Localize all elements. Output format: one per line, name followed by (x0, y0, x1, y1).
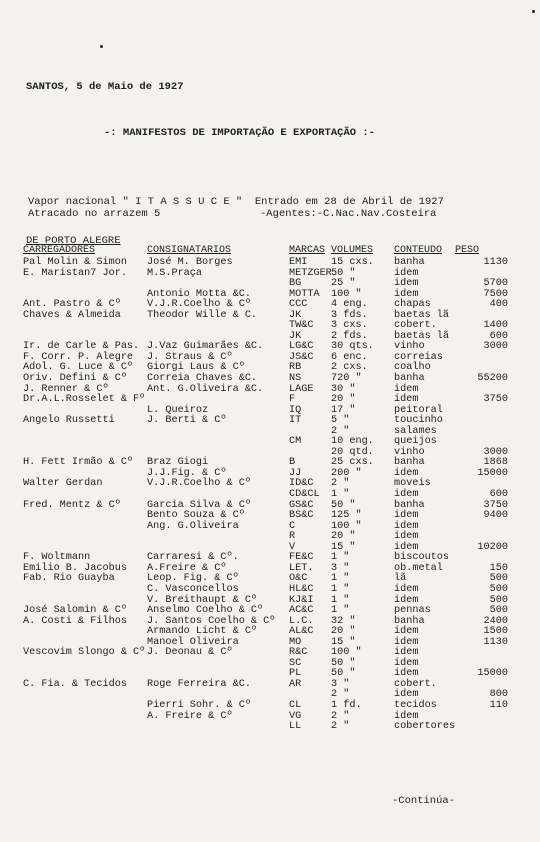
cell-marca: AL&C (289, 626, 314, 638)
cell-conteudo: idem (394, 383, 419, 395)
cell-consignatario: L. Queiroz (147, 404, 209, 416)
cell-volume: 20 " (331, 394, 356, 406)
cell-carregador: Pal Molin & Simon (23, 257, 127, 268)
cell-peso: 500 (489, 605, 508, 617)
table-row (0, 606, 540, 617)
cell-marca: IQ (289, 404, 302, 416)
continua-note: -Continúa- (392, 795, 456, 807)
cell-conteudo: lã (394, 573, 407, 585)
cell-volume: 50 " (331, 499, 356, 511)
table-row (0, 321, 540, 332)
cell-marca: NS (289, 373, 302, 385)
cell-conteudo: idem (394, 626, 419, 638)
cell-consignatario: José M. Borges (147, 257, 233, 268)
cell-conteudo: idem (394, 510, 419, 522)
table-row (0, 395, 540, 406)
cell-conteudo: idem (394, 467, 419, 479)
cell-conteudo: idem (394, 657, 419, 669)
cell-consignatario: Antonio Motta &C. (147, 288, 251, 300)
cell-volume: 6 enc. (331, 351, 368, 363)
table-row (0, 258, 540, 269)
cell-conteudo: banha (394, 257, 425, 268)
cell-marca: RB (289, 362, 302, 374)
cell-peso: 500 (489, 583, 508, 595)
cell-carregador: Angelo Russetti (23, 415, 115, 427)
cell-consignatario: Carraresi & Cº. (147, 552, 239, 564)
cell-conteudo: banha (394, 457, 425, 469)
cell-volume: 720 " (331, 373, 362, 385)
table-row (0, 532, 540, 543)
cell-consignatario: Ang. G.Oliveira (147, 520, 239, 532)
cell-peso: 500 (489, 573, 508, 585)
cell-marca: JK (289, 330, 302, 342)
cell-marca: O&C (289, 573, 308, 585)
table-row (0, 690, 540, 701)
cell-conteudo: idem (394, 520, 419, 532)
cell-volume: 25 cxs. (331, 457, 374, 469)
cell-peso: 1500 (483, 626, 508, 638)
cell-marca: KJ&I (289, 594, 314, 606)
cell-marca: TW&C (289, 320, 314, 332)
cell-marca: B (289, 457, 296, 469)
cell-peso: 15000 (477, 467, 508, 479)
cell-conteudo: idem (394, 594, 419, 606)
cell-consignatario: M.S.Praça (147, 267, 203, 279)
cell-carregador: Emilio B. Jacobus (23, 562, 127, 574)
col-consignatarios: CONSIGNATARIOS (147, 245, 232, 256)
cell-volume: 2 " (331, 425, 350, 437)
cell-marca: GS&C (289, 499, 314, 511)
cell-consignatario: V. Breithaupt & Cº (147, 594, 258, 606)
cell-marca: LAGE (289, 383, 314, 395)
col-marcas: MARCAS (289, 245, 326, 256)
cell-peso: 800 (489, 689, 508, 701)
cell-marca: LET. (289, 562, 314, 574)
cell-conteudo: vinho (394, 341, 425, 353)
cell-consignatario: Giorgi Laus & Cº (147, 362, 245, 374)
cell-volume: 2 " (331, 710, 350, 722)
cell-conteudo: cobert. (394, 678, 437, 690)
cell-peso: 55200 (477, 373, 508, 385)
cell-consignatario: J. Deonau & Cº (147, 647, 233, 659)
cell-carregador: Chaves & Almeida (23, 309, 121, 321)
cell-conteudo: toucinho (394, 415, 443, 427)
table-row (0, 701, 540, 712)
cell-volume: 1 " (331, 605, 350, 617)
cell-carregador: Ant. Pastro & Cº (23, 299, 121, 311)
cell-volume: 15 cxs. (331, 257, 374, 268)
cell-conteudo: moveis (394, 478, 431, 490)
table-row (0, 627, 540, 638)
cell-conteudo: idem (394, 541, 419, 553)
cell-volume: 15 " (331, 636, 356, 648)
cell-conteudo: cobertores (394, 721, 456, 733)
cell-conteudo: biscoutos (394, 552, 450, 564)
cell-conteudo: idem (394, 489, 419, 501)
document-title: -: MANIFESTOS DE IMPORTAÇÃO E EXPORTAÇÃO :- (104, 127, 375, 139)
cell-volume: 15 " (331, 541, 356, 553)
cell-consignatario: A. Freire & Cº (147, 710, 233, 722)
cell-marca: LL (289, 721, 302, 733)
cell-conteudo: baetas lã (394, 309, 450, 321)
cell-peso: 1130 (483, 636, 508, 648)
cell-marca: BS&C (289, 510, 314, 522)
cell-consignatario: J.Vaz Guimarães &C. (147, 341, 264, 353)
cell-conteudo: banha (394, 373, 425, 385)
col-carregadores: CARREGADORES (23, 245, 96, 256)
cell-volume: 25 " (331, 278, 356, 290)
cell-marca: L.C. (289, 615, 314, 627)
cell-carregador: H. Fett Irmão & Cº (23, 457, 134, 469)
agents-line: -Agentes:-C.Nac.Nav.Costeira (260, 208, 437, 220)
cell-marca: JJ (289, 467, 302, 479)
cell-carregador: Adol. G. Luce & Cº (23, 362, 134, 374)
cell-volume: 20 qtd. (331, 446, 374, 458)
vessel-line: Vapor nacional " I T A S S U C E " Entrado em 28 de Abril de 1927 (28, 196, 444, 208)
ink-dot (532, 10, 535, 13)
cell-marca: R (289, 531, 296, 543)
cell-volume: 2 " (331, 721, 350, 733)
cell-consignatario: Anselmo Coelho & Cº (147, 605, 264, 617)
cell-volume: 100 " (331, 520, 362, 532)
cell-volume: 2 " (331, 478, 350, 490)
table-row (0, 511, 540, 522)
cell-conteudo: idem (394, 278, 419, 290)
cell-consignatario: C. Vasconcellos (147, 583, 239, 595)
cell-consignatario: V.J.R.Coelho & Cº (147, 299, 251, 311)
cell-volume: 50 " (331, 668, 356, 680)
col-volumes: VOLUMES (331, 245, 374, 256)
cell-conteudo: chapas (394, 299, 431, 311)
cell-consignatario: A.Freire & Cº (147, 562, 227, 574)
cell-marca: FE&C (289, 552, 314, 564)
cell-marca: F (289, 394, 296, 406)
cell-conteudo: peitoral (394, 404, 443, 416)
cell-volume: 10 eng. (331, 436, 374, 448)
cell-volume: 125 " (331, 510, 362, 522)
cell-marca: CCC (289, 299, 308, 311)
cell-consignatario: Armando Licht & Cº (147, 626, 258, 638)
cell-marca: PL (289, 668, 302, 680)
cell-consignatario: Braz Giogi (147, 457, 209, 469)
cell-conteudo: banha (394, 499, 425, 511)
cell-conteudo: coalho (394, 362, 431, 374)
cell-volume: 2 fds. (331, 330, 368, 342)
cell-marca: CM (289, 436, 302, 448)
cell-conteudo: ob.metal (394, 562, 443, 574)
cell-carregador: José Salomin & Cº (23, 605, 127, 617)
cell-carregador: C. Fia. & Tecidos (23, 678, 127, 690)
manifest-table (0, 258, 540, 733)
cell-consignatario: Manoel Oliveira (147, 636, 239, 648)
cell-conteudo: idem (394, 531, 419, 543)
cell-marca: AR (289, 678, 302, 690)
cell-peso: 600 (489, 330, 508, 342)
table-row (0, 279, 540, 290)
cell-marca: BG (289, 278, 302, 290)
docked-line: Atracado no arrazem 5 (28, 208, 161, 220)
cell-marca: IT (289, 415, 302, 427)
cell-marca: MOTTA (289, 288, 320, 300)
cell-volume: 50 " (331, 657, 356, 669)
cell-peso: 400 (489, 299, 508, 311)
cell-volume: 200 " (331, 467, 362, 479)
cell-marca: METZGER (289, 267, 332, 279)
cell-consignatario: J. Straus & Cº (147, 351, 233, 363)
cell-volume: 1 " (331, 489, 350, 501)
col-peso: PESO (455, 245, 480, 256)
cell-volume: 5 " (331, 415, 350, 427)
cell-marca: CD&CL (289, 489, 320, 501)
cell-carregador: Oriv. Defini & Cº (23, 373, 127, 385)
table-row (0, 458, 540, 469)
cell-consignatario: J.J.Fig. & Cº (147, 467, 227, 479)
cell-conteudo: correias (394, 351, 443, 363)
cell-volume: 4 eng. (331, 299, 368, 311)
cell-carregador: F. Corr. P. Alegre (23, 351, 134, 363)
cell-volume: 1 " (331, 552, 350, 564)
cell-conteudo: banha (394, 615, 425, 627)
table-row (0, 522, 540, 533)
cell-volume: 3 fds. (331, 309, 368, 321)
cell-consignatario: J. Santos Coelho & Cº (147, 615, 276, 627)
cell-peso: 5700 (483, 278, 508, 290)
cell-peso: 500 (489, 594, 508, 606)
cell-carregador: Ir. de Carle & Pas. (23, 341, 140, 353)
cell-conteudo: tecidos (394, 699, 437, 711)
cell-peso: 600 (489, 489, 508, 501)
cell-carregador: Walter Gerdan (23, 478, 103, 490)
cell-peso: 3000 (483, 341, 508, 353)
column-headers (0, 246, 540, 257)
cell-volume: 1 " (331, 594, 350, 606)
cell-conteudo: idem (394, 583, 419, 595)
cell-volume: 30 " (331, 383, 356, 395)
cell-conteudo: idem (394, 636, 419, 648)
cell-marca: VG (289, 710, 302, 722)
cell-volume: 17 " (331, 404, 356, 416)
cell-carregador: J. Renner & Cº (23, 383, 109, 395)
cell-peso: 150 (489, 562, 508, 574)
cell-marca: MO (289, 636, 302, 648)
cell-carregador: Vescovim Slongo & Cº (23, 647, 146, 659)
table-row (0, 311, 540, 322)
cell-peso: 9400 (483, 510, 508, 522)
cell-conteudo: idem (394, 689, 419, 701)
cell-volume: 2 cxs. (331, 362, 368, 374)
table-row (0, 722, 540, 733)
cell-peso: 3750 (483, 499, 508, 511)
cell-carregador: E. Maristan7 Jor. (23, 267, 127, 279)
origin-heading: DE PORTO ALEGRE (26, 235, 121, 247)
cell-peso: 1400 (483, 320, 508, 332)
cell-volume: 20 " (331, 531, 356, 543)
cell-carregador: F. Woltmann (23, 552, 91, 564)
cell-consignatario: Garcia Silva & Cº (147, 499, 251, 511)
cell-carregador: A. Costi & Filhos (23, 615, 127, 627)
table-row (0, 659, 540, 670)
col-conteudo: CONTEUDO (394, 245, 443, 256)
cell-conteudo: baetas lã (394, 330, 450, 342)
table-row (0, 712, 540, 723)
table-row (0, 437, 540, 448)
table-row (0, 574, 540, 585)
cell-marca: CL (289, 699, 302, 711)
cell-marca: R&C (289, 647, 308, 659)
cell-conteudo: idem (394, 710, 419, 722)
cell-volume: 100 " (331, 288, 362, 300)
cell-peso: 3750 (483, 394, 508, 406)
cell-volume: 3 cxs. (331, 320, 368, 332)
cell-volume: 2 " (331, 689, 350, 701)
cell-carregador: Fab. Rio Guayba (23, 573, 115, 585)
cell-consignatario: Correia Chaves &C. (147, 373, 258, 385)
table-row (0, 374, 540, 385)
cell-peso: 15000 (477, 668, 508, 680)
cell-volume: 1 fd. (331, 699, 362, 711)
cell-consignatario: Leop. Fig. & Cº (147, 573, 239, 585)
cell-volume: 1 " (331, 573, 350, 585)
cell-consignatario: Ant. G.Oliveira &C. (147, 383, 264, 395)
cell-volume: 20 " (331, 626, 356, 638)
cell-conteudo: vinho (394, 446, 425, 458)
cell-marca: LG&C (289, 341, 314, 353)
table-row (0, 617, 540, 628)
table-row (0, 427, 540, 438)
cell-consignatario: V.J.R.Coelho & Cº (147, 478, 251, 490)
cell-volume: 3 " (331, 678, 350, 690)
cell-volume: 32 " (331, 615, 356, 627)
cell-marca: HL&C (289, 583, 314, 595)
cell-marca: AC&C (289, 605, 314, 617)
table-row (0, 585, 540, 596)
table-row (0, 479, 540, 490)
table-row (0, 648, 540, 659)
cell-conteudo: cobert. (394, 320, 437, 332)
cell-consignatario: Bento Souza & Cº (147, 510, 245, 522)
table-row (0, 490, 540, 501)
cell-volume: 3 " (331, 562, 350, 574)
cell-consignatario: Roge Ferreira &C. (147, 678, 251, 690)
cell-conteudo: idem (394, 267, 419, 279)
cell-conteudo: idem (394, 394, 419, 406)
cell-conteudo: idem (394, 288, 419, 300)
cell-marca: EMI (289, 257, 308, 268)
cell-volume: 50 " (331, 267, 356, 279)
cell-marca: JK (289, 309, 302, 321)
cell-conteudo: pennas (394, 605, 431, 617)
table-row (0, 680, 540, 691)
cell-marca: JS&C (289, 351, 314, 363)
cell-volume: 1 " (331, 583, 350, 595)
ink-dot (100, 45, 103, 48)
cell-conteudo: queijos (394, 436, 437, 448)
cell-marca: V (289, 541, 296, 553)
table-row (0, 416, 540, 427)
table-row (0, 269, 540, 280)
cell-peso: 110 (489, 699, 508, 711)
cell-marca: ID&C (289, 478, 314, 490)
cell-peso: 7500 (483, 288, 508, 300)
cell-carregador: Dr.A.L.Rosselet & Fº (23, 394, 146, 406)
cell-consignatario: J. Berti & Cº (147, 415, 227, 427)
cell-marca: C (289, 520, 296, 532)
cell-conteudo: idem (394, 647, 419, 659)
cell-peso: 2400 (483, 615, 508, 627)
cell-volume: 100 " (331, 647, 362, 659)
cell-peso: 10200 (477, 541, 508, 553)
cell-conteudo: idem (394, 668, 419, 680)
cell-volume: 30 qts. (331, 341, 374, 353)
cell-carregador: Fred. Mentz & Cº (23, 499, 121, 511)
cell-peso: 3000 (483, 446, 508, 458)
cell-peso: 1868 (483, 457, 508, 469)
cell-consignatario: Theodor Wille & C. (147, 309, 258, 321)
cell-consignatario: Pierri Sohr. & Cº (147, 699, 251, 711)
place-date: SANTOS, 5 de Maio de 1927 (26, 81, 184, 93)
table-row (0, 501, 540, 512)
cell-marca: SC (289, 657, 302, 669)
cell-peso: 1130 (483, 257, 508, 268)
cell-conteudo: salames (394, 425, 437, 437)
